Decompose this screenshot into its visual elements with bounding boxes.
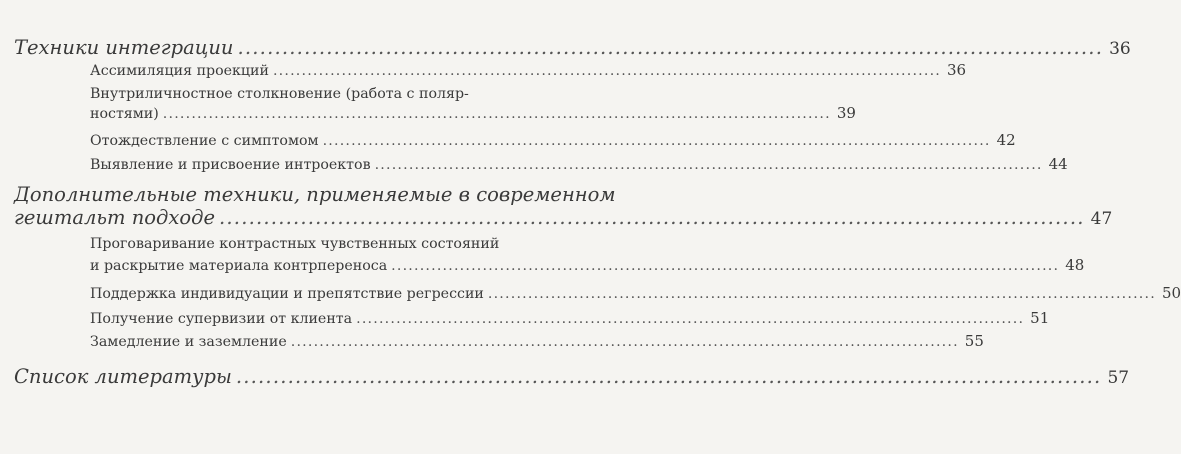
- leader-dots: .....................................................................................................................: [391, 258, 1060, 274]
- leader-dots: .....................................................................................................................: [322, 133, 991, 149]
- toc-entry-projection-assimilation[interactable]: [90, 61, 967, 79]
- toc-entry-title-cont: гештальт подходе: [14, 206, 215, 229]
- toc-entry-individuation-support[interactable]: [90, 284, 1181, 302]
- toc-entry-additional-techniques-line1[interactable]: Дополнительные техники, применяемые в современном: [14, 183, 616, 206]
- leader-dots: .....................................................................................................................: [219, 206, 1085, 229]
- toc-page-number: 39: [836, 104, 856, 122]
- leader-dots: .....................................................................................................................: [487, 286, 1156, 302]
- toc-entry-integration-techniques[interactable]: [14, 36, 1131, 59]
- toc-page-number: 57: [1107, 368, 1130, 388]
- toc-page-number: 42: [996, 131, 1016, 149]
- toc-page-number: 44: [1048, 155, 1068, 173]
- toc-entry-slowing-grounding[interactable]: [90, 332, 984, 350]
- leader-dots: .....................................................................................................................: [290, 334, 959, 350]
- toc-entry-intrapersonal-collision-line1[interactable]: Внутриличностное столкновение (работа с поляр-: [90, 86, 469, 102]
- toc-entry-introjects[interactable]: [90, 155, 1068, 173]
- toc-page-number: 48: [1065, 256, 1085, 274]
- toc-entry-title: Список литературы: [14, 365, 232, 388]
- leader-dots: .....................................................................................................................: [356, 311, 1025, 327]
- toc-entry-contrast-states-line1[interactable]: Проговаривание контрастных чувственных состояний: [90, 236, 500, 252]
- leader-dots: .....................................................................................................................: [235, 365, 1102, 388]
- toc-entry-title-cont: и раскрытие материала контрпереноса: [90, 258, 388, 274]
- toc-page-number: 51: [1030, 309, 1050, 327]
- toc-entry-references[interactable]: [14, 365, 1130, 388]
- toc-page-number: 55: [964, 332, 984, 350]
- toc-entry-title: Техники интеграции: [14, 36, 234, 59]
- toc-entry-title: Ассимиляция проекций: [90, 63, 269, 79]
- leader-dots: .....................................................................................................................: [162, 106, 831, 122]
- toc-entry-symptom-identification[interactable]: [90, 131, 1016, 149]
- leader-dots: .....................................................................................................................: [374, 157, 1043, 173]
- toc-entry-title: Замедление и заземление: [90, 334, 287, 350]
- toc-entry-title: Выявление и присвоение интроектов: [90, 157, 371, 173]
- leader-dots: .....................................................................................................................: [237, 36, 1104, 59]
- toc-entry-title: Получение супервизии от клиента: [90, 311, 353, 327]
- toc-entry-additional-techniques[interactable]: [14, 206, 1113, 229]
- toc-entry-client-supervision[interactable]: [90, 309, 1050, 327]
- toc-page-number: 47: [1090, 209, 1113, 229]
- leader-dots: .....................................................................................................................: [272, 63, 942, 79]
- toc-entry-title: Поддержка индивидуации и препятствие регрессии: [90, 286, 484, 302]
- toc-page-number: 50: [1161, 284, 1181, 302]
- toc-entry-title: Отождествление с симптомом: [90, 133, 319, 149]
- toc-entry-intrapersonal-collision[interactable]: [90, 104, 856, 122]
- toc-page-number: 36: [1109, 39, 1131, 59]
- toc-entry-title-cont: ностями): [90, 106, 159, 122]
- toc-page-number: 36: [947, 61, 967, 79]
- toc-entry-contrast-states[interactable]: [90, 256, 1085, 274]
